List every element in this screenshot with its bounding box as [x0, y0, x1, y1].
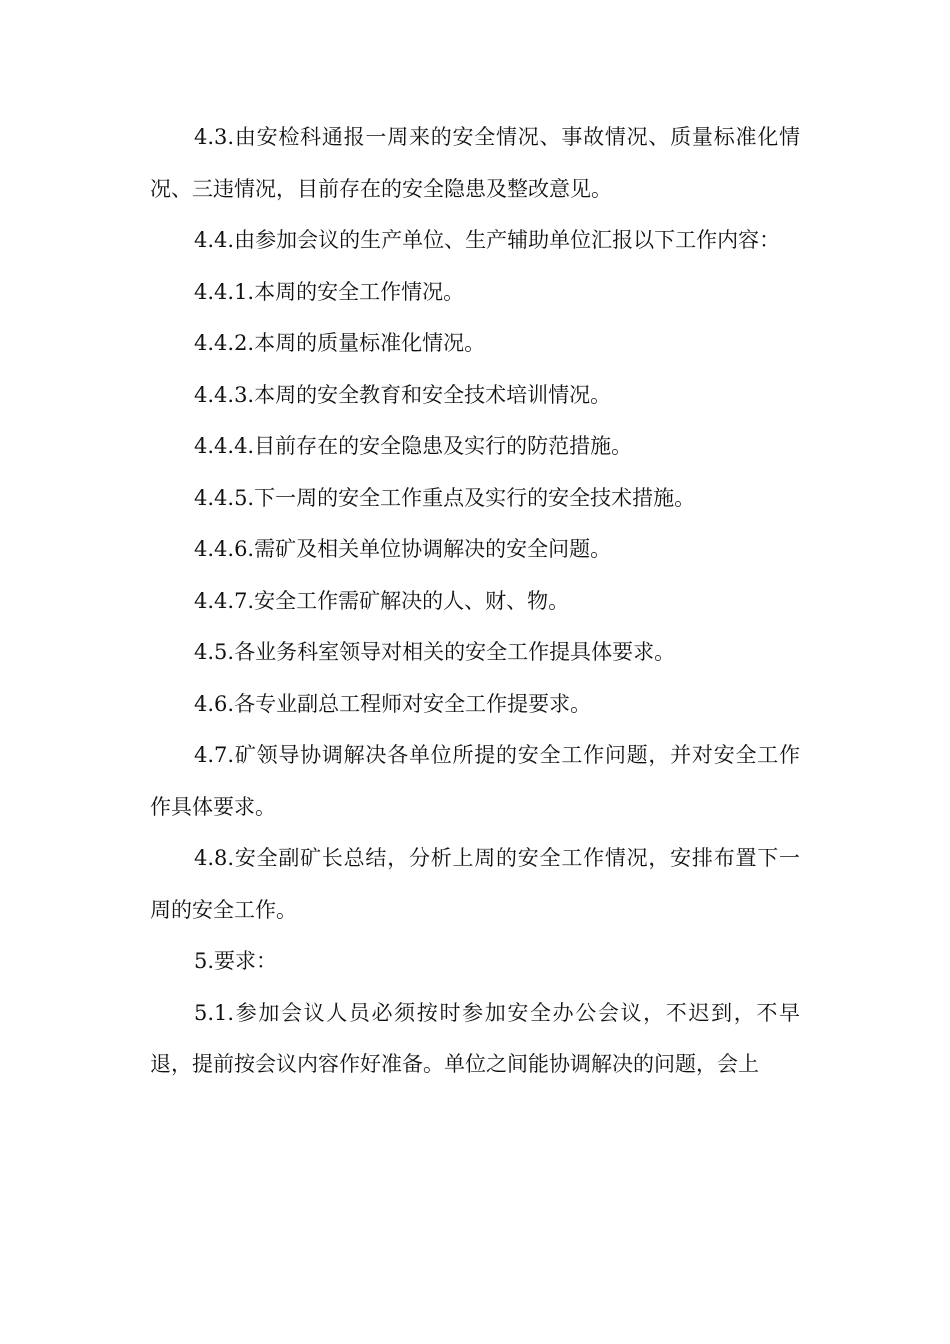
paragraph-5-heading: 5.要求： — [194, 949, 278, 973]
document-body — [150, 112, 800, 1091]
paragraph-4-6: 4.6.各专业副总工程师对安全工作提要求。 — [194, 691, 592, 716]
paragraph-5-1: 5.1.参加会议人员必须按时参加安全办公会议，不迟到，不早退，提前按会议内容作好准备。单位之间能协调解决的问题，会上 — [150, 1000, 800, 1076]
paragraph-4-4: 4.4.由参加会议的生产单位、生产辅助单位汇报以下工作内容： — [194, 228, 781, 252]
paragraph-4-7: 4.7.矿领导协调解决各单位所提的安全工作问题，并对安全工作作具体要求。 — [150, 743, 800, 819]
paragraph-4-4-5: 4.4.5.下一周的安全工作重点及实行的安全技术措施。 — [194, 485, 696, 510]
paragraph-4-4-6: 4.4.6.需矿及相关单位协调解决的安全问题。 — [194, 537, 612, 561]
paragraph-4-3: 4.3.由安检科通报一周来的安全情况、事故情况、质量标准化情况、三违情况，目前存在的安全隐患及整改意见。 — [150, 125, 800, 201]
paragraph-4-4-2: 4.4.2.本周的质量标准化情况。 — [194, 331, 486, 355]
paragraph-4-8: 4.8.安全副矿长总结，分析上周的安全工作情况，安排布置下一周的安全工作。 — [150, 846, 800, 922]
paragraph-4-4-4: 4.4.4.目前存在的安全隐患及实行的防范措施。 — [194, 434, 633, 458]
paragraph-4-4-1: 4.4.1.本周的安全工作情况。 — [194, 279, 465, 304]
paragraph-4-4-3: 4.4.3.本周的安全教育和安全技术培训情况。 — [194, 382, 612, 407]
paragraph-4-4-7: 4.4.7.安全工作需矿解决的人、财、物。 — [194, 588, 570, 613]
paragraph-4-5: 4.5.各业务科室领导对相关的安全工作提具体要求。 — [194, 640, 676, 664]
